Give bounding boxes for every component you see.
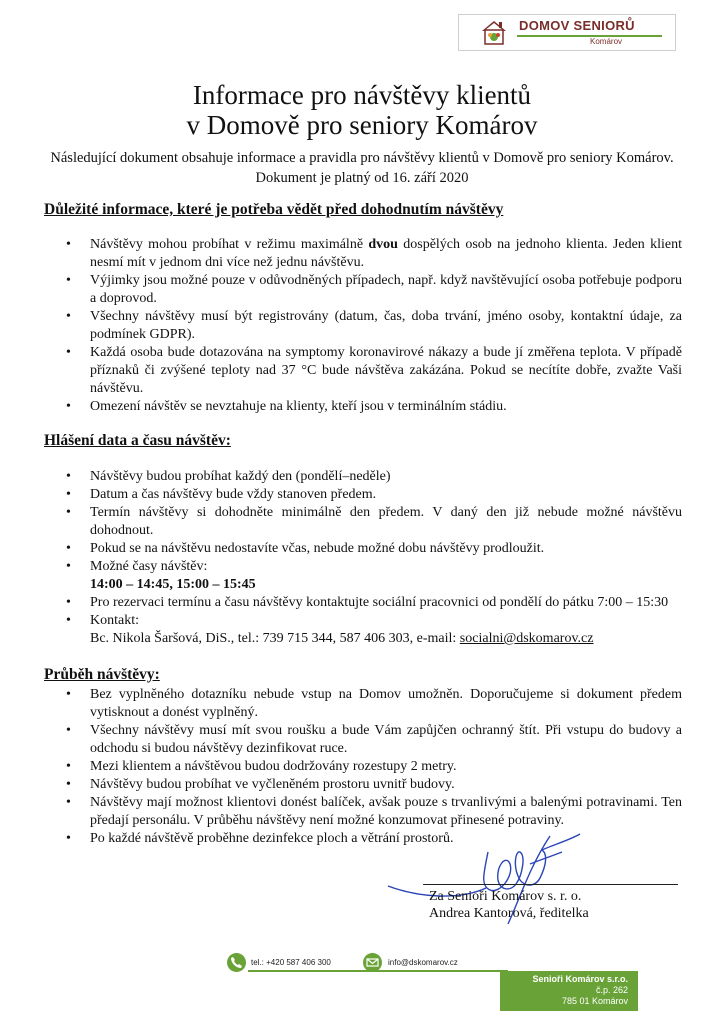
logo-name: DOMOV SENIORŮ [519,18,635,33]
footer-address-line1: č.p. 262 [595,985,628,995]
list-item: • Termín návštěvy si dohodněte minimálně den předem. V daný den již nebude možné návštěvu dohodnout. [46,504,682,540]
footer-address-box [500,971,638,1011]
list-item: • Bez vyplněného dotazníku nebude vstup na Domov umožněn. Doporučujeme si dokument předem vytisknout a donést vyplněný. [46,686,682,722]
list-item: • Pokud se na návštěvu nedostavíte včas, nebude možné dobu návštěvy prodloužit. [46,540,682,558]
visit-times: 14:00 – 14:45, 15:00 – 15:45 [90,577,256,592]
list-item: • Možné časy návštěv: 14:00 – 14:45, 15:00 – 15:45 [46,558,682,594]
email-link[interactable]: socialni@dskomarov.cz [459,631,594,646]
list-item: • Návštěvy budou probíhat každý den (pondělí–neděle) [46,468,682,486]
list-item: • Po každé návštěvě proběhne dezinfekce ploch a větrání prostorů. [46,830,682,848]
document-title-line2: v Domově pro seniory Komárov [186,110,538,140]
list-item: • Kontakt: Bc. Nikola Šaršová, DiS., tel.: 739 715 344, 587 406 303, e-mail: socialni@dskomarov.cz [46,612,682,648]
footer-address-line2: 785 01 Komárov [561,996,628,1006]
document-title-line1: Informace pro návštěvy klientů [192,80,532,110]
section-heading-visit-times: Hlášení data a času návštěv: [44,432,231,449]
list-item: • Výjimky jsou možné pouze v odůvodněných případech, např. když navštěvující osoba potřebuje podporu a doprovod. [46,272,682,308]
list-item: • Každá osoba bude dotazována na symptomy koronavirové nákazy a bude jí změřena teplota. V případě příznaků či zvýšené teploty nad 37 °C bude návštěva zakázána. Pokud se necítíte dobře, zvažte Vaši návštěvu. [46,344,682,398]
validity-text: Dokument je platný od 16. září 2020 [255,170,469,186]
footer-divider [248,970,508,972]
section-heading-visit-procedure: Průběh návštěvy: [44,666,160,683]
important-info-list [46,236,682,416]
footer-company: Senioři Komárov s.r.o. [532,974,628,984]
list-item: • Omezení návštěv se nevztahuje na klienty, kteří jsou v terminálním stádiu. [46,398,682,416]
signature-org: Za Senioři Komárov s. r. o. [429,889,582,904]
footer-email: info@dskomarov.cz [388,958,458,967]
logo-city: Komárov [590,37,623,46]
list-item: • Pro rezervaci termínu a času návštěvy kontaktujte sociální pracovnici od pondělí do pátku 7:00 – 15:30 [46,594,682,612]
section-heading-important-info: Důležité informace, které je potřeba vědět před dohodnutím návštěvy [44,201,504,218]
list-item: • Všechny návštěvy musí mít svou roušku a bude Vám zapůjčen ochranný štít. Při vstupu do budovy a odchodu si budou návštěvy dezinfikovat ruce. [46,722,682,758]
signature-line [423,884,678,885]
intro-text: Následující dokument obsahuje informace a pravidla pro návštěvy klientů v Domově pro seniory Komárov. [50,150,674,166]
list-item: • Všechny návštěvy musí být registrovány (datum, čas, doba trvání, jméno osoby, kontaktní údaje, za podmínek GDPR). [46,308,682,344]
logo [458,14,676,51]
signature-person: Andrea Kantorová, ředitelka [429,906,589,921]
list-item: • Návštěvy mohou probíhat v režimu maximálně dvou dospělých osob na jednoho klienta. Jeden klient nesmí mít v jednom dni více než jednu návštěvu. [46,236,682,272]
phone-icon [227,953,246,972]
visit-times-list [46,468,682,648]
list-item: • Datum a čas návštěvy bude vždy stanoven předem. [46,486,682,504]
list-item: • Mezi klientem a návštěvou budou dodržovány rozestupy 2 metry. [46,758,682,776]
footer-phone: tel.: +420 587 406 300 [251,958,331,967]
house-logo-icon [479,18,509,46]
list-item: • Návštěvy budou probíhat ve vyčleněném prostoru uvnitř budovy. [46,776,682,794]
visit-procedure-list [46,686,682,848]
list-item: • Návštěvy mají možnost klientovi donést balíček, avšak pouze s trvanlivými a balenými potravinami. Ten předají personálu. V průběhu návštěvy není možné konzumovat přinesené potraviny. [46,794,682,830]
